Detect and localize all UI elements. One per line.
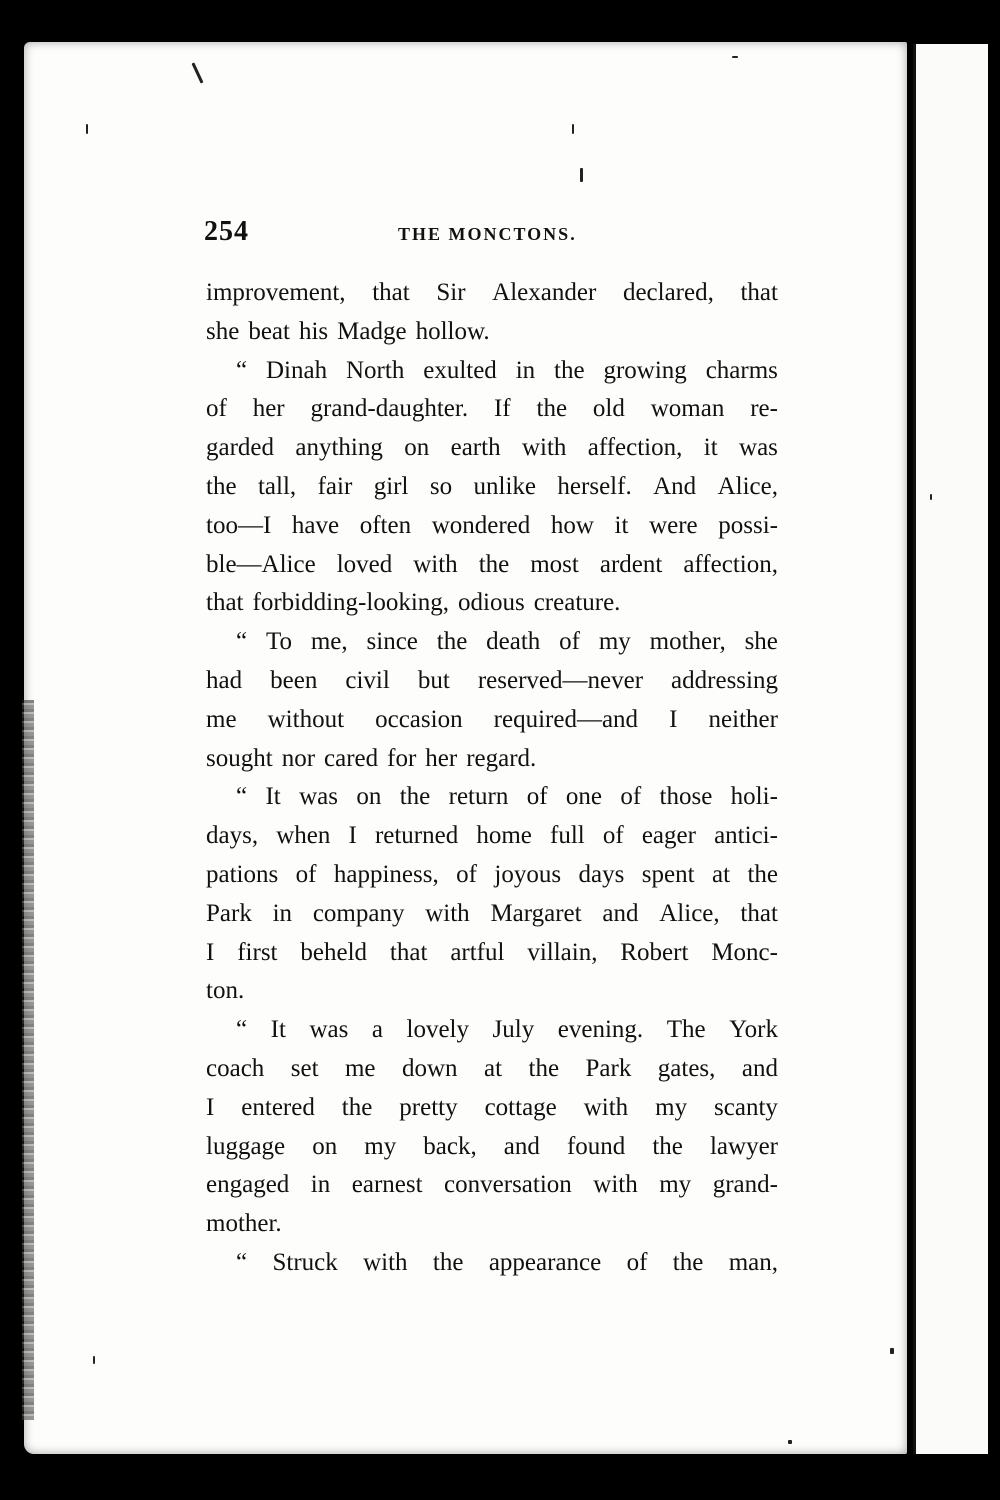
word: girl — [373, 472, 409, 500]
word: the — [747, 860, 778, 888]
word: conversation — [444, 1171, 572, 1199]
word: were — [649, 511, 698, 539]
word: civil — [345, 666, 390, 694]
word: my — [655, 1093, 688, 1121]
word: days, — [206, 822, 259, 850]
word: the — [399, 783, 431, 811]
word: Alice, — [659, 899, 720, 927]
word: man, — [728, 1248, 778, 1276]
word: full — [550, 822, 585, 850]
text-line — [206, 584, 778, 623]
text-line — [206, 778, 778, 817]
text-line — [206, 972, 778, 1011]
word: of — [559, 628, 580, 656]
word: required—and — [493, 705, 639, 733]
word: pations — [206, 860, 279, 888]
word: of — [206, 395, 227, 423]
word: the — [436, 628, 468, 656]
word: his — [298, 317, 329, 345]
word: growing — [603, 356, 687, 384]
word: a — [371, 1016, 383, 1044]
word: have — [291, 511, 340, 539]
word: joyous — [494, 860, 562, 888]
word: To — [265, 628, 292, 656]
word: earnest — [351, 1171, 423, 1199]
word: Monc- — [711, 938, 778, 966]
scan-speck — [788, 1440, 792, 1444]
word: wondered — [431, 511, 531, 539]
word: affection, — [587, 434, 683, 462]
word: ble—Alice — [206, 550, 316, 578]
word: grand- — [712, 1171, 778, 1199]
word: death — [486, 628, 541, 656]
word: at — [711, 860, 731, 888]
word: me, — [310, 628, 348, 656]
word: found — [566, 1132, 626, 1160]
word: of — [626, 1248, 648, 1276]
scan-speck — [86, 124, 88, 134]
word: improvement, — [206, 279, 346, 306]
word: days — [578, 860, 625, 888]
word: the — [554, 356, 585, 384]
word: when — [276, 822, 331, 850]
word: fair — [317, 472, 353, 500]
word: the — [652, 1132, 683, 1160]
page-number: 254 — [204, 216, 249, 247]
word: Park — [585, 1054, 632, 1082]
word: her — [425, 744, 458, 772]
body-text — [206, 274, 778, 1283]
scan-speck — [580, 168, 583, 182]
text-line — [206, 313, 778, 352]
word: often — [359, 511, 412, 539]
scan-speck — [732, 56, 738, 58]
word: since — [366, 628, 418, 656]
word: loved — [336, 550, 393, 578]
word: with — [583, 1093, 629, 1121]
word: too—I — [206, 511, 272, 539]
text-line — [206, 1166, 778, 1205]
word: she — [744, 628, 778, 656]
word: happiness, — [333, 860, 439, 888]
word: It — [270, 1016, 286, 1044]
word: York — [729, 1016, 778, 1044]
word: appearance — [488, 1248, 602, 1276]
word: artful — [450, 938, 505, 966]
word: “ — [236, 628, 248, 656]
word: luggage — [206, 1132, 286, 1160]
running-head — [204, 216, 804, 256]
word: cottage — [484, 1093, 557, 1121]
word: nor — [281, 744, 316, 772]
word: she — [206, 317, 240, 345]
word: odious — [458, 589, 525, 617]
word: If — [493, 395, 511, 423]
word: was — [299, 783, 338, 811]
word: my — [598, 628, 631, 656]
word: on — [404, 434, 430, 462]
word: of — [526, 783, 548, 811]
word: her — [252, 395, 285, 423]
word: scanty — [714, 1093, 778, 1121]
word: lawyer — [709, 1132, 778, 1160]
word: garded — [206, 434, 275, 462]
word: neither — [708, 705, 778, 733]
word: earth — [450, 434, 501, 462]
word: gates, — [657, 1054, 716, 1082]
word: on — [356, 783, 382, 811]
word: unlike — [473, 472, 536, 500]
word: ardent — [599, 550, 663, 578]
word: had — [206, 666, 243, 694]
word: grand-daughter. — [310, 395, 469, 423]
word: mother. — [206, 1210, 282, 1238]
word: that — [206, 589, 244, 617]
word: my — [364, 1132, 397, 1160]
word: charms — [705, 356, 778, 384]
word: “ — [236, 1016, 248, 1044]
word: that — [740, 899, 778, 927]
word: set — [290, 1054, 319, 1082]
word: back, — [423, 1132, 477, 1160]
word: one — [565, 783, 602, 811]
word: exulted — [423, 356, 497, 384]
word: herself. — [557, 472, 632, 500]
word: possi- — [718, 511, 778, 539]
word: old — [592, 395, 625, 423]
text-line — [206, 1244, 778, 1283]
word: spent — [641, 860, 695, 888]
word: Sir — [436, 279, 466, 306]
text-line — [206, 662, 778, 701]
word: creature. — [533, 589, 621, 617]
word: with — [593, 1171, 638, 1199]
word: Park — [206, 899, 252, 927]
text-line — [206, 1128, 778, 1167]
word: of — [620, 783, 642, 811]
word: it — [703, 434, 718, 462]
text-line — [206, 390, 778, 429]
scan-speck — [572, 124, 574, 134]
word: mother, — [649, 628, 726, 656]
text-line — [206, 468, 778, 507]
word: hollow. — [415, 317, 490, 345]
word: was — [739, 434, 778, 462]
text-line — [206, 507, 778, 546]
word: Struck — [272, 1248, 338, 1276]
word: for — [387, 744, 417, 772]
word: of — [295, 860, 317, 888]
word: with — [425, 899, 470, 927]
word: Margaret — [490, 899, 582, 927]
word: most — [530, 550, 579, 578]
word: on — [312, 1132, 338, 1160]
word: I — [348, 822, 357, 850]
word: company — [312, 899, 405, 927]
word: entered — [241, 1093, 315, 1121]
word: the — [341, 1093, 373, 1121]
text-line — [206, 546, 778, 585]
word: affection, — [683, 550, 778, 578]
word: It — [265, 783, 281, 811]
word: that — [389, 938, 428, 966]
page-left-edge-shadow — [22, 700, 34, 1420]
word: tall, — [257, 472, 297, 500]
word: occasion — [375, 705, 463, 733]
word: home — [476, 822, 532, 850]
word: without — [267, 705, 345, 733]
word: I — [669, 705, 678, 733]
text-line — [206, 429, 778, 468]
word: with — [521, 434, 567, 462]
word: return — [448, 783, 509, 811]
text-line — [206, 352, 778, 391]
word: regard. — [466, 744, 537, 772]
text-line — [206, 856, 778, 895]
word: with — [363, 1248, 408, 1276]
text-line — [206, 623, 778, 662]
word: I — [206, 1093, 215, 1121]
text-line — [206, 1089, 778, 1128]
word: in — [310, 1171, 331, 1199]
word: “ — [236, 356, 248, 384]
word: pretty — [399, 1093, 458, 1121]
word: and — [741, 1054, 778, 1082]
word: ton. — [206, 977, 245, 1005]
word: it — [614, 511, 629, 539]
word: how — [550, 511, 594, 539]
word: beat — [248, 317, 290, 345]
word: me — [206, 705, 237, 733]
word: the — [536, 395, 568, 423]
word: lovely — [406, 1016, 470, 1044]
word: my — [659, 1171, 692, 1199]
word: holi- — [730, 783, 778, 811]
word: forbidding-looking, — [252, 589, 450, 617]
word: Robert — [620, 938, 689, 966]
word: so — [429, 472, 453, 500]
scan-speck — [93, 1356, 95, 1364]
word: evening. — [557, 1016, 644, 1044]
word: of — [602, 822, 624, 850]
text-line — [206, 1011, 778, 1050]
word: the — [672, 1248, 704, 1276]
word: of — [456, 860, 477, 888]
word: Dinah — [266, 356, 328, 384]
word: anything — [295, 434, 383, 462]
word: the — [206, 472, 237, 500]
word: The — [666, 1016, 706, 1044]
word: Alice, — [717, 472, 778, 500]
text-line — [206, 701, 778, 740]
word: that — [372, 279, 410, 306]
word: addressing — [671, 666, 778, 694]
word: villain, — [527, 938, 598, 966]
word: beheld — [300, 938, 368, 966]
scan-speck — [930, 494, 932, 500]
word: with — [413, 550, 458, 578]
word: eager — [641, 822, 696, 850]
word: July — [492, 1016, 535, 1044]
word: me — [344, 1054, 376, 1082]
text-line — [206, 274, 778, 313]
word: those — [659, 783, 713, 811]
word: re- — [750, 395, 778, 423]
word: down — [401, 1054, 458, 1082]
word: and — [602, 899, 639, 927]
word: woman — [650, 395, 725, 423]
text-line — [206, 1205, 778, 1244]
word: that — [740, 279, 778, 306]
word: “ — [236, 1248, 248, 1276]
word: cared — [324, 744, 379, 772]
word: reserved—never — [477, 666, 644, 694]
text-line — [206, 817, 778, 856]
word: was — [309, 1016, 349, 1044]
next-page-edge — [913, 44, 988, 1454]
word: North — [346, 356, 405, 384]
word: in — [515, 356, 536, 384]
word: the — [528, 1054, 560, 1082]
word: returned — [374, 822, 459, 850]
word: the — [432, 1248, 464, 1276]
word: the — [478, 550, 510, 578]
word: at — [484, 1054, 503, 1082]
book-title: THE MONCTONS. — [398, 224, 577, 244]
word: Alexander — [492, 279, 597, 306]
word: first — [237, 938, 278, 966]
word: in — [272, 899, 293, 927]
word: I — [206, 938, 215, 966]
text-line — [206, 895, 778, 934]
word: but — [417, 666, 450, 694]
text-line — [206, 934, 778, 973]
word: “ — [236, 783, 248, 811]
word: engaged — [206, 1171, 290, 1199]
word: declared, — [622, 279, 714, 306]
word: coach — [206, 1054, 265, 1082]
word: been — [270, 666, 318, 694]
word: sought — [206, 744, 273, 772]
word: Madge — [337, 317, 407, 345]
scan-speck — [890, 1348, 894, 1354]
text-line — [206, 1050, 778, 1089]
word: And — [653, 472, 697, 500]
text-line — [206, 740, 778, 779]
word: and — [503, 1132, 540, 1160]
word: antici- — [714, 822, 778, 850]
